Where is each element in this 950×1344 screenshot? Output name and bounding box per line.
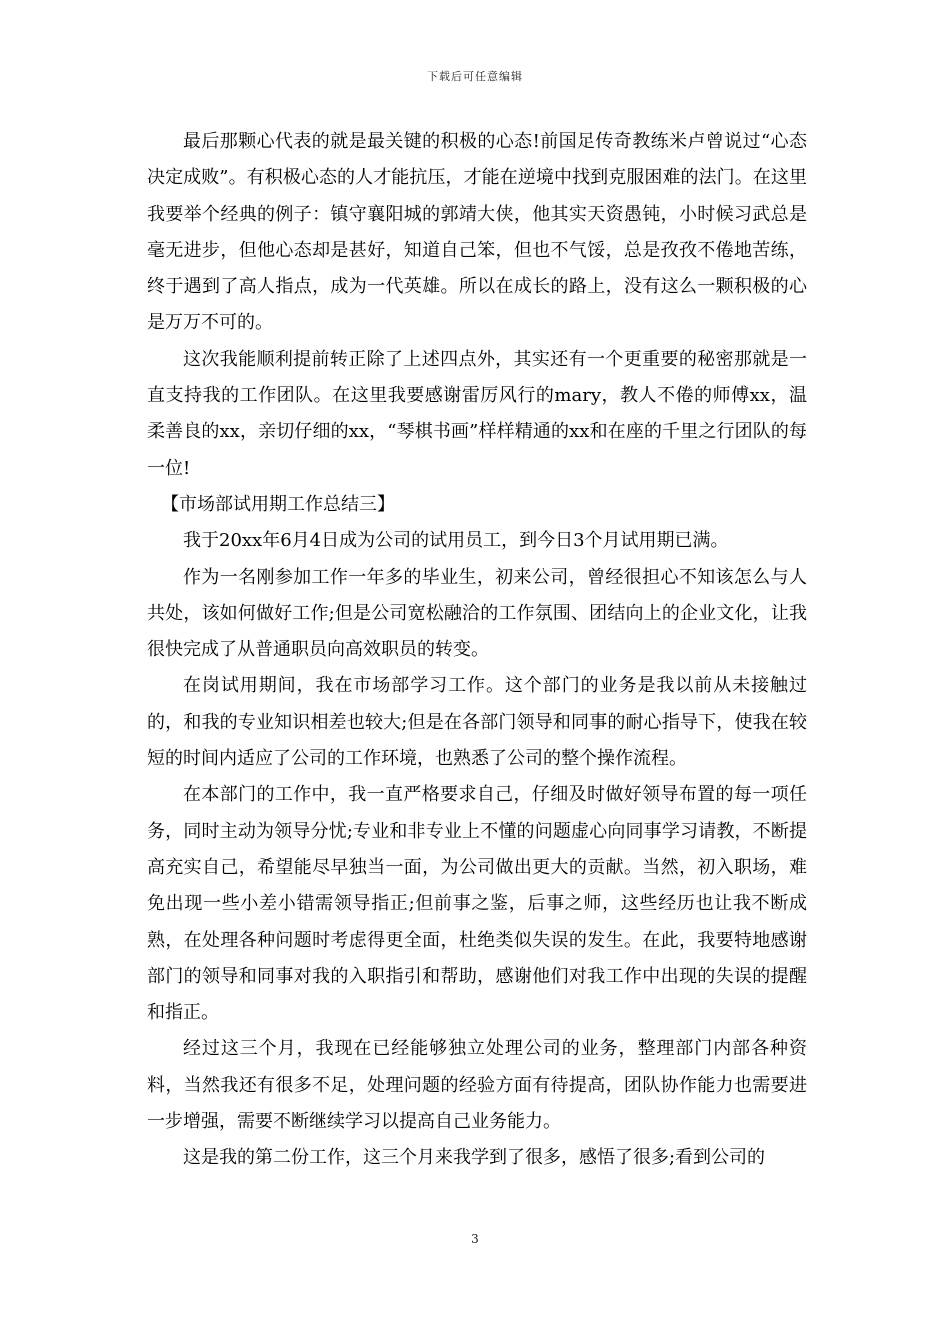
section-heading: 【市场部试用期工作总结三】: [161, 493, 395, 515]
document-body: [147, 124, 807, 1177]
paragraph: 经过这三个月，我现在已经能够独立处理公司的业务，整理部门内部各种资料，当然我还有很多不足，处理问题的经验方面有待提高，团队协作能力也需要进一步增强，需要不断继续学习以提高自己业务能力。: [147, 1038, 807, 1133]
paragraph: 我于20xx年6月4日成为公司的试用员工，到今日3个月试用期已满。: [183, 530, 729, 552]
paragraph: 在岗试用期间，我在市场部学习工作。这个部门的业务是我以前从未接触过的，和我的专业知识相差也较大;但是在各部门领导和同事的耐心指导下，使我在较短的时间内适应了公司的工作环境，也熟悉了公司的整个操作流程。: [147, 675, 807, 770]
paragraph: 作为一名刚参加工作一年多的毕业生，初来公司，曾经很担心不知该怎么与人共处，该如何做好工作;但是公司宽松融洽的工作氛围、团结向上的企业文化，让我很快完成了从普通职员向高效职员的转变。: [147, 566, 807, 661]
paragraph: 最后那颗心代表的就是最关键的积极的心态!前国足传奇教练米卢曾说过“心态决定成败”。有积极心态的人才能抗压，才能在逆境中找到克服困难的法门。在这里我要举个经典的例子：镇守襄阳城的郭靖大侠，他其实天资愚钝，小时候习武总是毫无进步，但他心态却是甚好，知道自己笨，但也不气馁，总是孜孜不倦地苦练，终于遇到了高人指点，成为一代英雄。所以在成长的路上，没有这么一颗积极的心是万万不可的。: [147, 131, 807, 334]
paragraph: 这次我能顺利提前转正除了上述四点外，其实还有一个更重要的秘密那就是一直支持我的工作团队。在这里我要感谢雷厉风行的mary，教人不倦的师傅xx，温柔善良的xx，亲切仔细的xx，“琴棋书画”样样精通的xx和在座的千里之行团队的每一位!: [147, 348, 807, 479]
page-number: 3: [471, 1232, 479, 1246]
page-header: 下载后可任意编辑: [427, 70, 523, 83]
paragraph: 这是我的第二份工作，这三个月来我学到了很多，感悟了很多;看到公司的: [183, 1147, 766, 1169]
paragraph: 在本部门的工作中，我一直严格要求自己，仔细及时做好领导布置的每一项任务，同时主动为领导分忧;专业和非专业上不懂的问题虚心向同事学习请教，不断提高充实自己，希望能尽早独当一面，为公司做出更大的贡献。当然，初入职场，难免出现一些小差小错需领导指正;但前事之鉴，后事之师，这些经历也让我不断成熟，在处理各种问题时考虑得更全面，杜绝类似失误的发生。在此，我要特地感谢部门的领导和同事对我的入职指引和帮助，感谢他们对我工作中出现的失误的提醒和指正。: [147, 784, 807, 1024]
